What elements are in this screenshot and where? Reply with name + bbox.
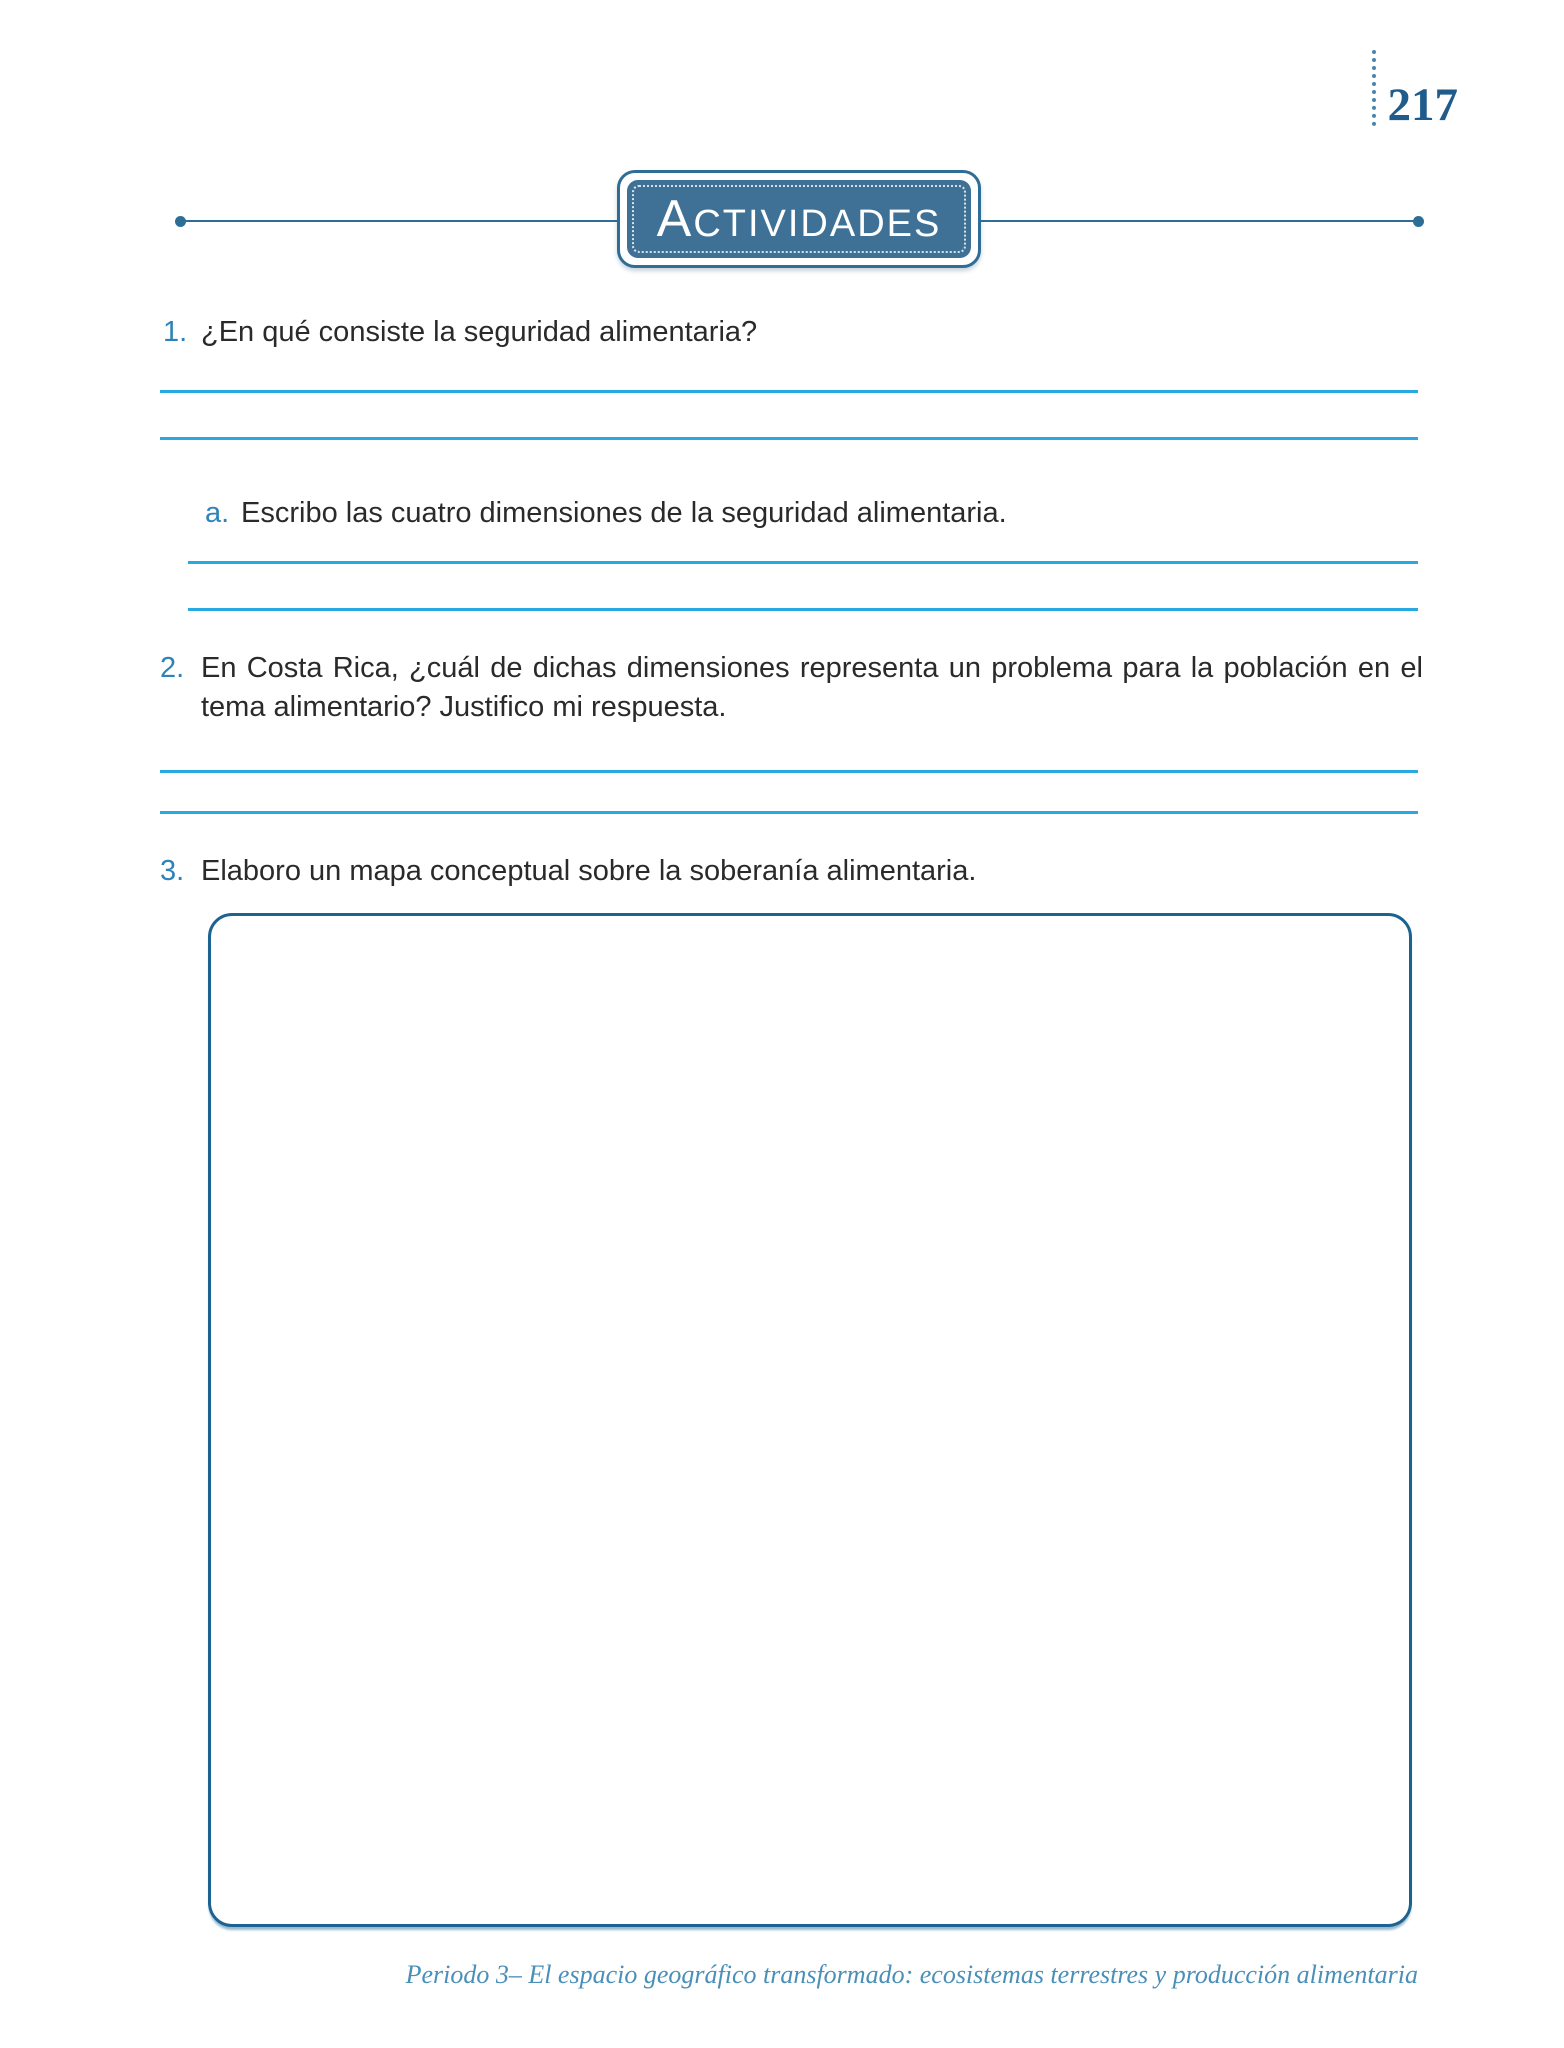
question-3-text: Elaboro un mapa conceptual sobre la soberanía alimentaria.: [201, 855, 977, 887]
footer-chapter-title: Periodo 3– El espacio geográfico transformado: ecosistemas terrestres y producción alimentaria: [405, 1960, 1418, 1989]
answer-line: [160, 770, 1418, 773]
page-number: 217: [1387, 78, 1458, 131]
answer-line: [160, 811, 1418, 814]
question-1a-text: Escribo las cuatro dimensiones de la seguridad alimentaria.: [241, 497, 1007, 529]
badge-title-rest: CTIVIDADES: [693, 203, 942, 245]
question-1-text: ¿En qué consiste la seguridad alimentaria?: [201, 316, 758, 348]
question-1: [163, 313, 757, 352]
answer-line: [188, 561, 1418, 564]
question-2-number: 2.: [160, 652, 185, 684]
question-1a-label: a.: [205, 497, 230, 529]
page-number-block: [1372, 50, 1459, 131]
concept-map-box: [208, 913, 1412, 1927]
question-3: [160, 852, 976, 891]
activities-badge: [617, 170, 981, 268]
activities-badge-panel: [627, 180, 971, 258]
question-2: [160, 649, 1423, 727]
question-1-number: 1.: [163, 316, 188, 348]
answer-line: [160, 390, 1418, 393]
dotted-divider-line: [1372, 50, 1376, 126]
answer-line: [160, 437, 1418, 440]
activities-badge-title: [656, 190, 942, 248]
question-1a: [205, 494, 1007, 533]
answer-line: [188, 608, 1418, 611]
badge-title-initial: A: [656, 190, 694, 248]
question-3-number: 3.: [160, 855, 185, 887]
question-2-text: En Costa Rica, ¿cuál de dichas dimensiones representa un problema para la población en el tema alimentario? Justifico mi respuesta.: [201, 652, 1423, 723]
